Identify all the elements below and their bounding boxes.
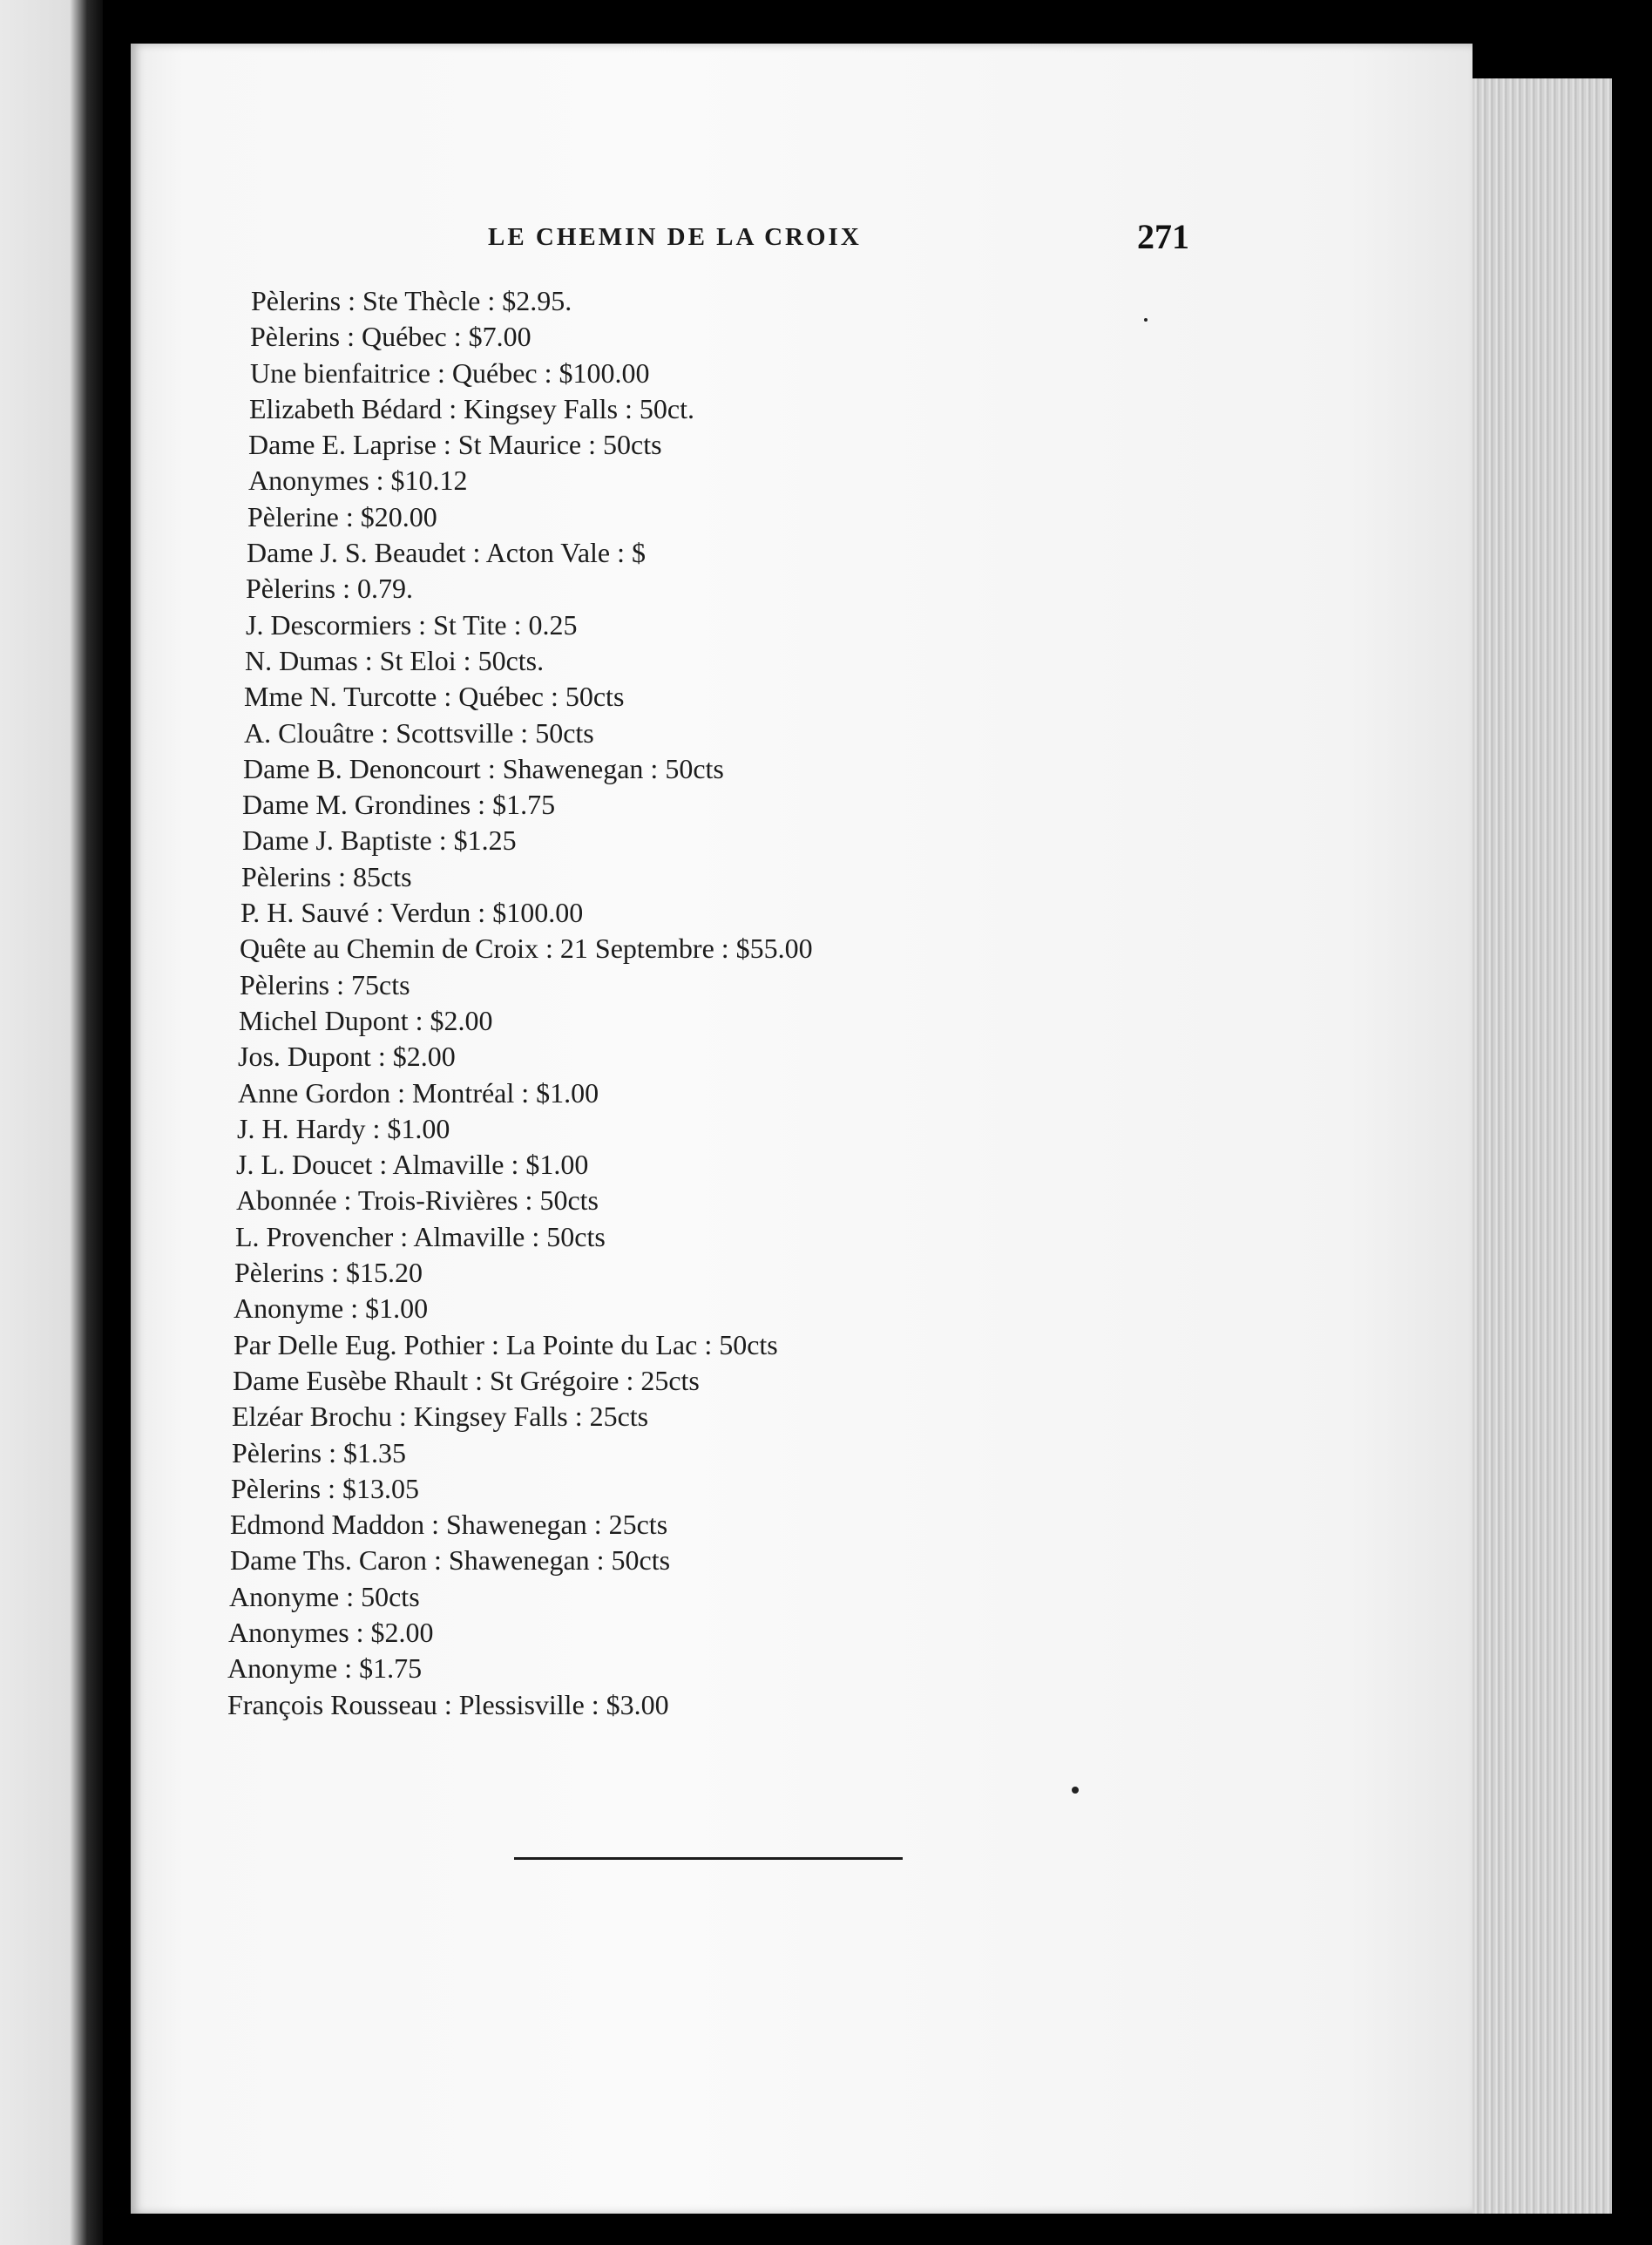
list-item: Elzéar Brochu : Kingsey Falls : 25cts bbox=[232, 1401, 649, 1433]
list-item: Pèlerine : $20.00 bbox=[247, 500, 437, 532]
end-rule bbox=[514, 1857, 903, 1860]
list-item: Dame Eusèbe Rhault : St Grégoire : 25cts bbox=[233, 1364, 700, 1396]
list-item: Elizabeth Bédard : Kingsey Falls : 50ct. bbox=[249, 392, 694, 424]
list-item: Pèlerins : Ste Thècle : $2.95. bbox=[251, 285, 572, 316]
list-item: Edmond Maddon : Shawenegan : 25cts bbox=[230, 1509, 668, 1541]
list-item: Quête au Chemin de Croix : 21 Septembre : $55.00 bbox=[240, 933, 813, 965]
list-item: Anne Gordon : Montréal : $1.00 bbox=[238, 1076, 599, 1109]
list-item: Pèlerins : 75cts bbox=[240, 968, 410, 1000]
list-item: Abonnée : Trois-Rivières : 50cts bbox=[236, 1184, 599, 1217]
list-item: J. H. Hardy : $1.00 bbox=[237, 1112, 450, 1144]
list-item: Jos. Dupont : $2.00 bbox=[238, 1041, 456, 1073]
list-item: Pèlerins : 0.79. bbox=[246, 573, 413, 605]
speck bbox=[1144, 318, 1148, 322]
list-item: Dame J. S. Beaudet : Acton Vale : $ bbox=[247, 537, 646, 569]
list-item: Anonyme : $1.75 bbox=[227, 1652, 423, 1685]
list-item: Anonymes : $10.12 bbox=[248, 465, 468, 497]
running-head: LE CHEMIN DE LA CROIX bbox=[488, 223, 862, 251]
list-item: P. H. Sauvé : Verdun : $100.00 bbox=[240, 897, 584, 929]
page-stack-edge bbox=[1459, 78, 1612, 2214]
list-item: Michel Dupont : $2.00 bbox=[239, 1004, 493, 1036]
list-item: Dame E. Laprise : St Maurice : 50cts bbox=[248, 429, 662, 461]
list-item: Dame B. Denoncourt : Shawenegan : 50cts bbox=[243, 752, 724, 784]
list-item: Pèlerins : $1.35 bbox=[232, 1436, 406, 1468]
list-item: L. Provencher : Almaville : 50cts bbox=[235, 1220, 606, 1252]
list-item: J. L. Doucet : Almaville : $1.00 bbox=[236, 1149, 589, 1181]
list-item: Pèlerins : 85cts bbox=[241, 860, 412, 892]
list-item: Pèlerins : Québec : $7.00 bbox=[250, 321, 531, 353]
list-item: Anonymes : $2.00 bbox=[228, 1616, 434, 1648]
list-item: Mme N. Turcotte : Québec : 50cts bbox=[244, 681, 625, 713]
list-item: François Rousseau : Plessisville : $3.00 bbox=[227, 1688, 669, 1720]
list-item: Pèlerins : $13.05 bbox=[231, 1472, 419, 1504]
list-item: Anonyme : $1.00 bbox=[234, 1292, 429, 1325]
list-item: J. Descormiers : St Tite : 0.25 bbox=[246, 608, 578, 641]
list-item: Une bienfaitrice : Québec : $100.00 bbox=[250, 356, 650, 389]
left-page-edge bbox=[0, 0, 103, 2245]
list-item: Pèlerins : $15.20 bbox=[234, 1257, 423, 1289]
list-item: A. Clouâtre : Scottsville : 50cts bbox=[244, 716, 594, 749]
list-item: Dame Ths. Caron : Shawenegan : 50cts bbox=[230, 1544, 671, 1577]
list-item: Dame M. Grondines : $1.75 bbox=[242, 789, 556, 821]
list-item: Dame J. Baptiste : $1.25 bbox=[242, 824, 517, 857]
speck bbox=[1072, 1787, 1079, 1794]
donation-list bbox=[227, 283, 813, 1723]
list-item: N. Dumas : St Eloi : 50cts. bbox=[245, 644, 545, 676]
list-item: Par Delle Eug. Pothier : La Pointe du Lac : 50cts bbox=[234, 1328, 778, 1360]
list-item: Anonyme : 50cts bbox=[229, 1580, 420, 1612]
page-number: 271 bbox=[1137, 217, 1189, 256]
